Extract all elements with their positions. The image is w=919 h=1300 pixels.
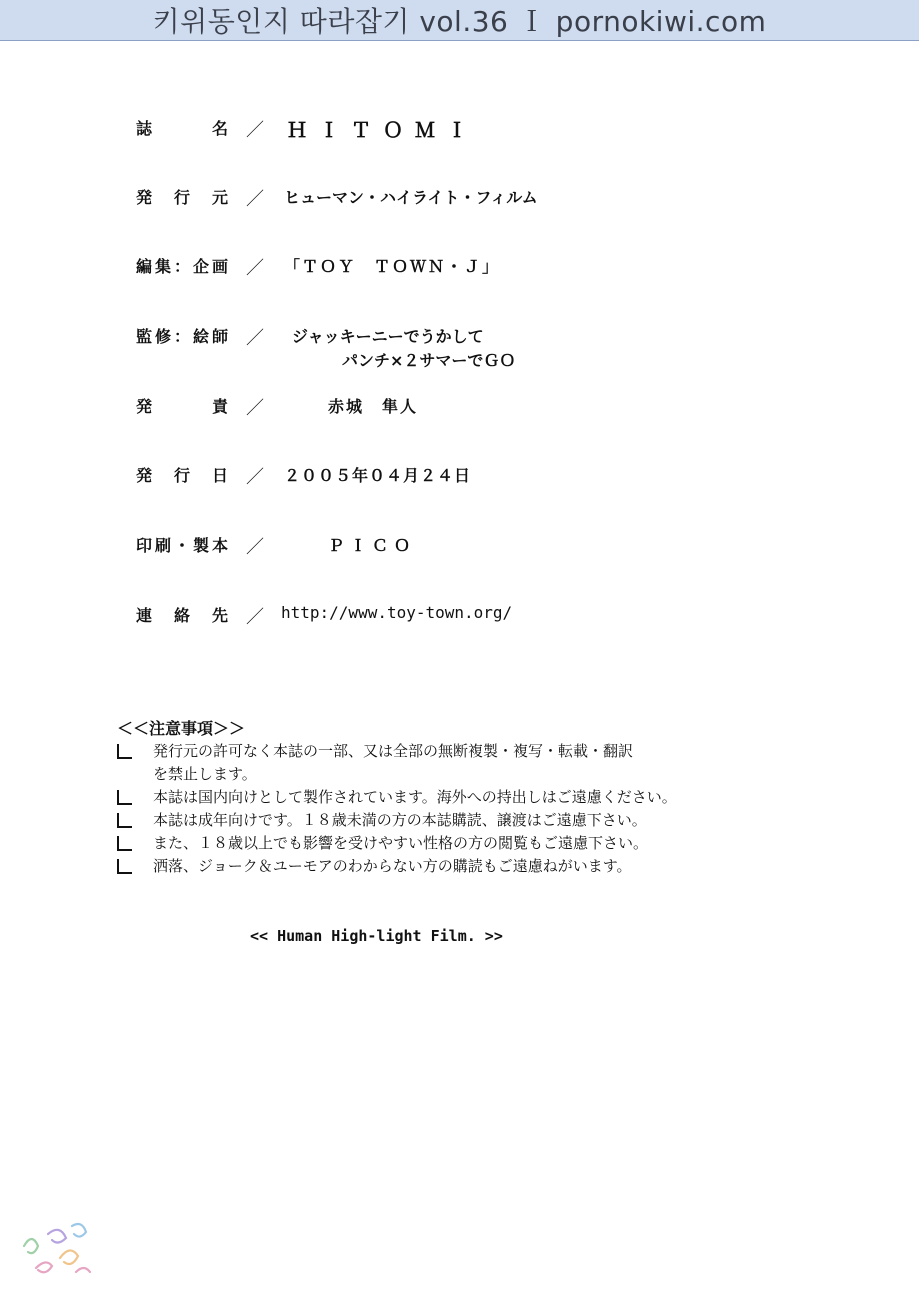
notice-item-continuation (117, 763, 817, 786)
label-editing: 編集：企画 (136, 257, 228, 276)
checkbox-icon (117, 744, 132, 759)
separator: ／ (246, 467, 264, 488)
notice-text: を禁止します。 (153, 765, 257, 783)
separator: ／ (246, 607, 264, 628)
label-supervision: 監修：絵師 (136, 327, 228, 346)
value-publisher: ヒューマン・ハイライト・フィルム (284, 188, 538, 207)
separator: ／ (246, 328, 264, 349)
value-printing: ＰＩＣＯ (328, 536, 417, 555)
site-banner: 키위동인지 따라잡기 vol.36 Ｉ pornokiwi.com (0, 0, 919, 41)
checkbox-icon (117, 859, 132, 874)
notice-text: また、１８歳以上でも影響を受けやすい性格の方の閲覧もご遠慮下さい。 (153, 834, 649, 852)
value-responsible: 赤城 隼人 (328, 397, 419, 416)
notice-item (117, 832, 817, 855)
notice-text: 洒落、ジョーク＆ユーモアのわからない方の購読もご遠慮ねがいます。 (153, 857, 632, 875)
label-responsible: 発 責 (136, 397, 228, 416)
label-contact: 連絡先 (136, 606, 228, 625)
separator: ／ (246, 189, 264, 210)
notice-item (117, 786, 817, 809)
notice-item (117, 809, 817, 832)
separator: ／ (246, 258, 264, 279)
notices-heading: ＜＜注意事項＞＞ (117, 719, 246, 738)
label-publisher: 発行元 (136, 188, 228, 207)
checkbox-icon (117, 813, 132, 828)
notice-item (117, 855, 817, 878)
notices-list (117, 740, 817, 878)
label-date: 発行日 (136, 466, 228, 485)
separator: ／ (246, 398, 264, 419)
footer-credit: << Human High-light Film. >> (250, 927, 503, 945)
value-supervision-line1: ジャッキーニーでうかして (292, 327, 484, 346)
notice-item (117, 740, 817, 763)
value-editing: 「ＴＯＹ ＴＯＷＮ・Ｊ」 (284, 257, 501, 276)
value-date: ２００５年０４月２４日 (284, 466, 472, 485)
notice-text: 本誌は国内向けとして製作されています。海外への持出しはご遠慮ください。 (153, 788, 677, 806)
value-contact-url: http://www.toy-town.org/ (281, 603, 513, 622)
separator: ／ (246, 120, 264, 141)
notice-text: 本誌は成年向けです。１８歳未満の方の本誌購読、譲渡はご遠慮下さい。 (153, 811, 647, 829)
notice-text: 発行元の許可なく本誌の一部、又は全部の無断複製・複写・転載・翻訳 (153, 742, 634, 760)
value-magazine: ＨＩＴＯＭＩ (287, 118, 479, 142)
label-printing: 印刷・製本 (136, 536, 228, 555)
label-magazine: 誌 名 (136, 119, 228, 138)
checkbox-icon (117, 836, 132, 851)
value-supervision-line2: パンチ×２サマーでＧＯ (342, 351, 516, 370)
watermark-signature-icon (14, 1206, 100, 1286)
checkbox-icon (117, 790, 132, 805)
separator: ／ (246, 537, 264, 558)
